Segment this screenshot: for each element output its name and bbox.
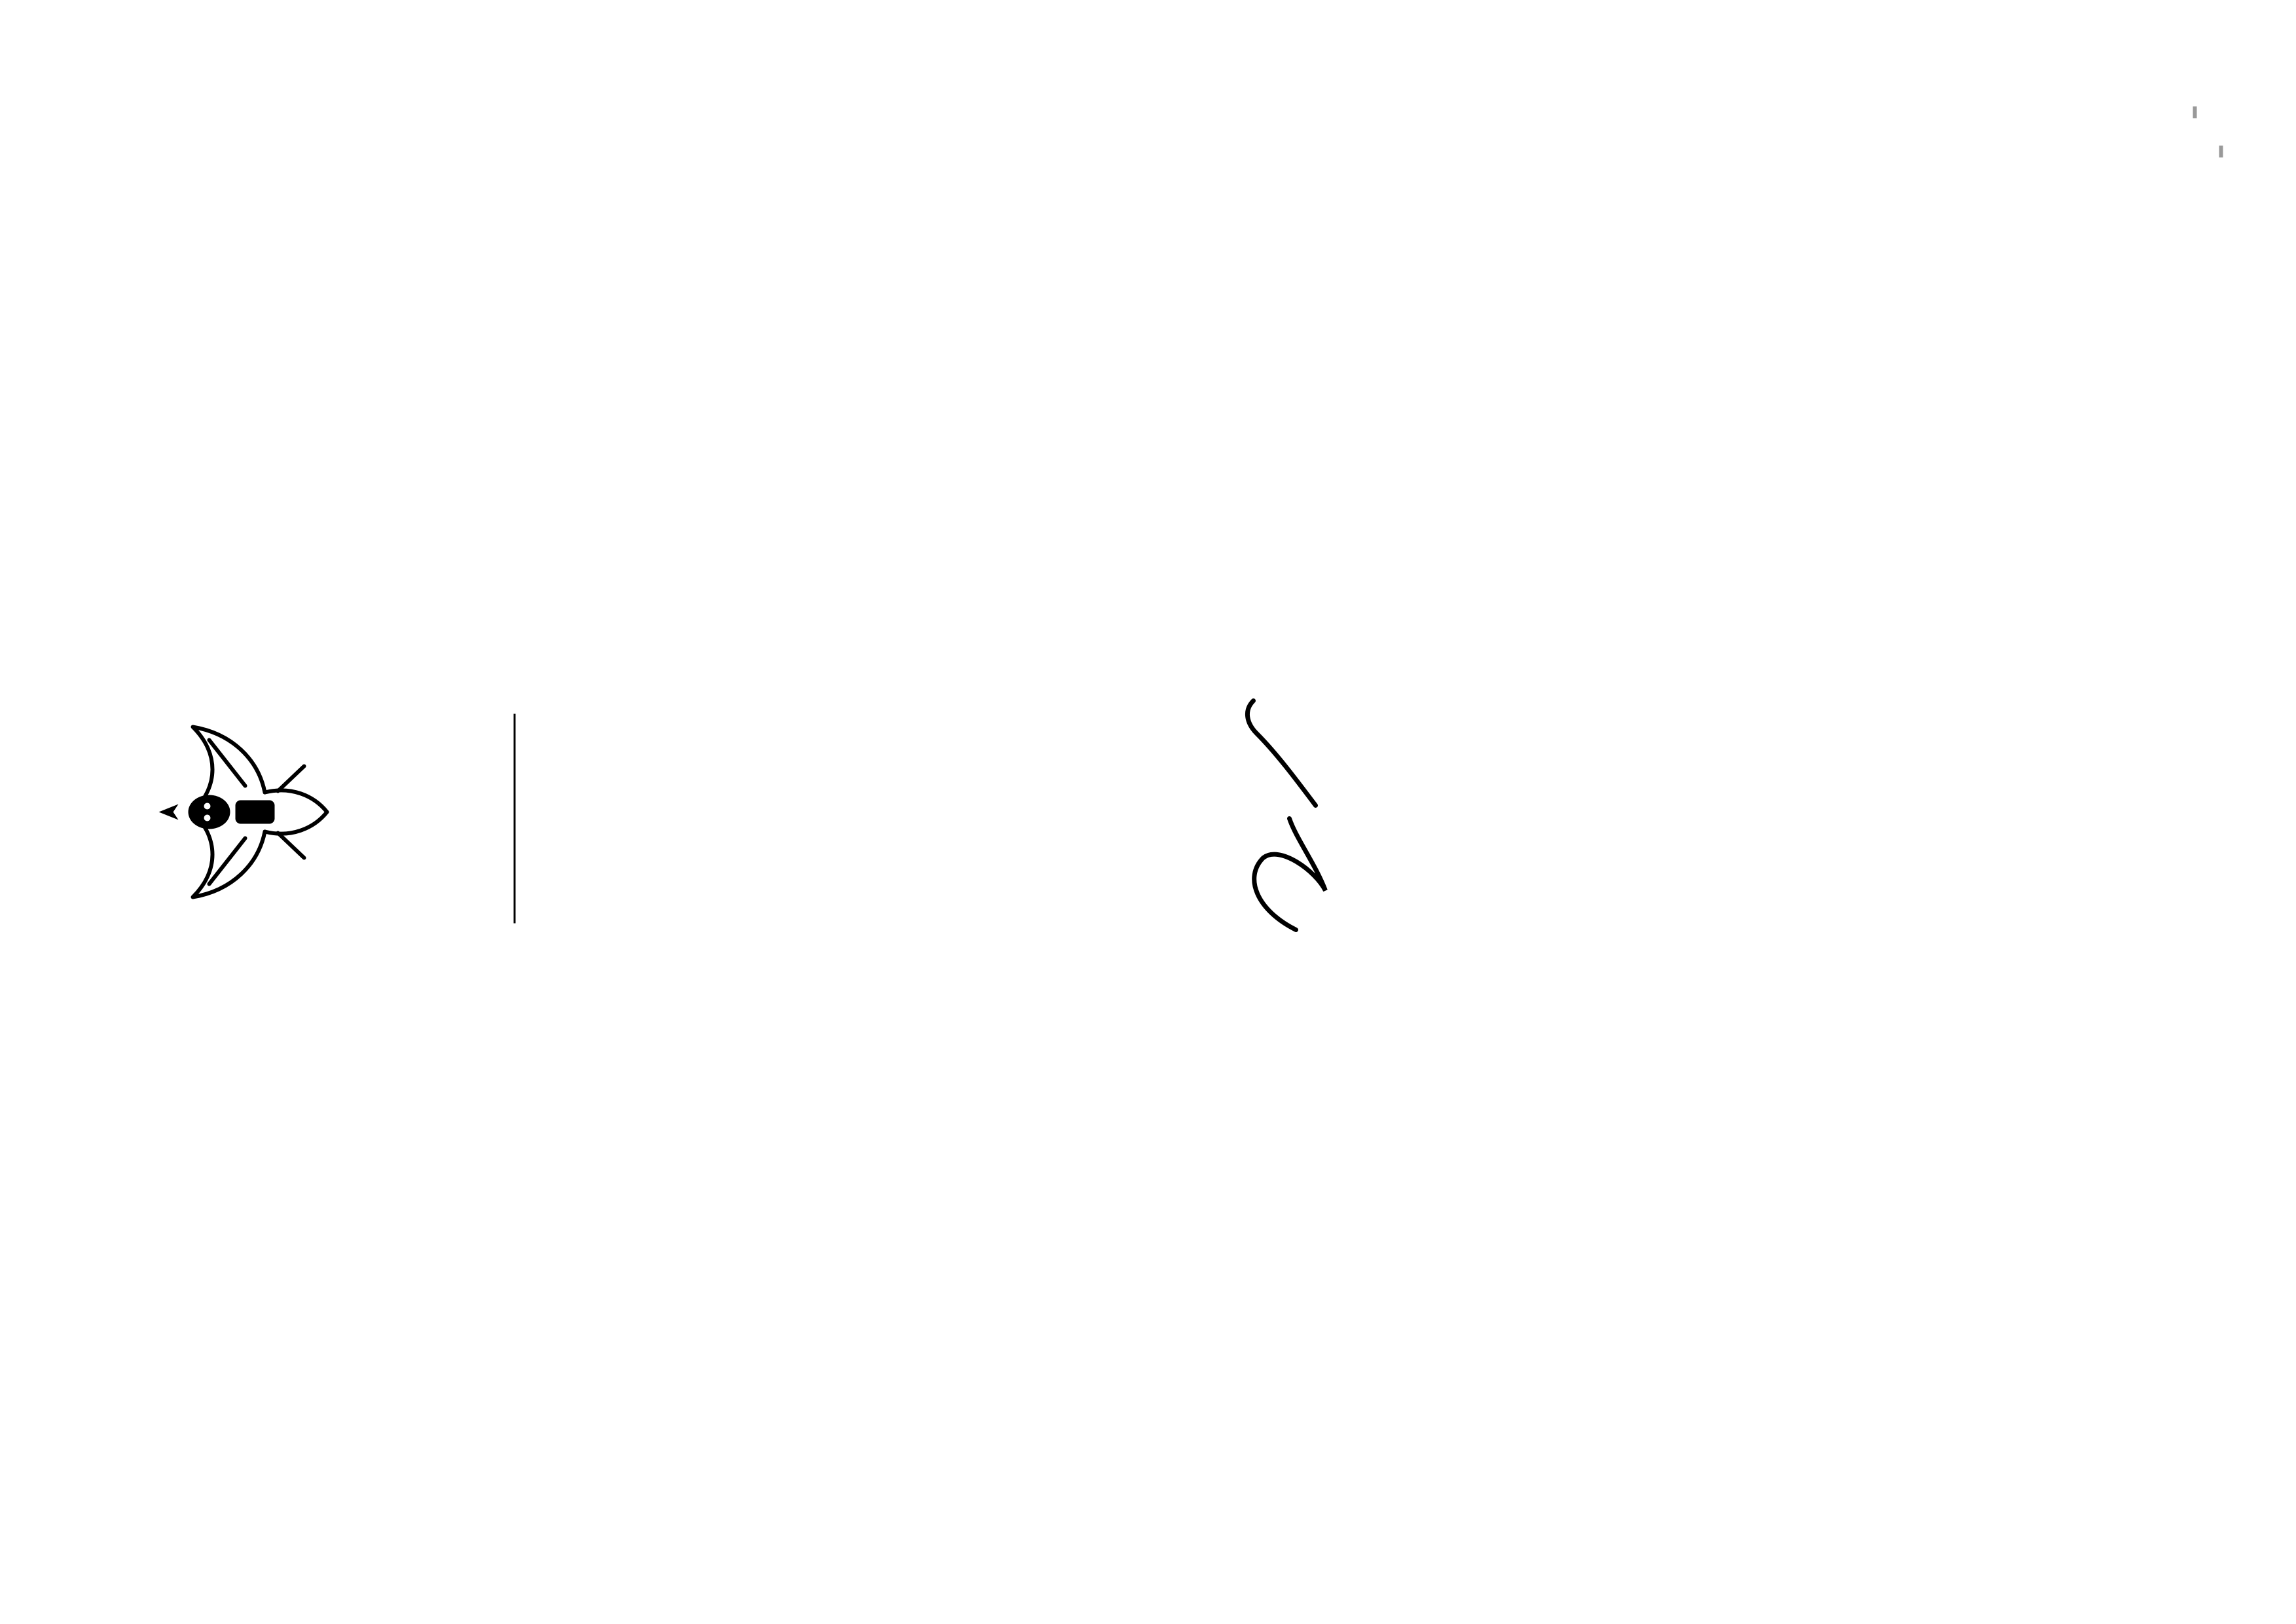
title-block: [357, 262, 516, 1375]
announcement-title: [357, 262, 392, 1375]
handwritten-signature: [1218, 668, 1349, 969]
paragraph-2: [585, 190, 622, 1428]
scan-mark: [2219, 146, 2223, 158]
document-page: [0, 1, 2296, 1624]
scan-mark: [2193, 107, 2197, 118]
subject-line-2: [428, 262, 463, 1375]
university-name: [463, 262, 498, 1375]
issued-date: [1169, 446, 1205, 1166]
signatory-block: [1358, 328, 1468, 1310]
garuda-emblem-icon: [147, 714, 337, 911]
paragraph-3: [634, 190, 670, 1428]
signatory-title-2: [1432, 328, 1468, 1310]
paragraph-1: [537, 190, 574, 1428]
signatory-name: [1358, 328, 1395, 1310]
title-divider: [514, 714, 516, 924]
signatory-title: [1395, 328, 1432, 1310]
subject-line: [392, 262, 428, 1375]
body-text: [537, 190, 682, 1428]
